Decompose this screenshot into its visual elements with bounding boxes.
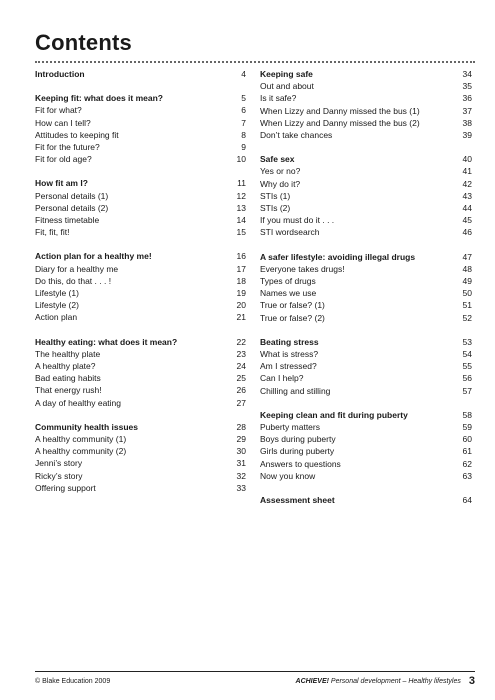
contents-right-column	[260, 68, 472, 518]
contents-entry-label: Ricky’s story	[35, 470, 83, 481]
contents-entry[interactable]	[35, 287, 246, 299]
contents-entry[interactable]	[35, 117, 246, 129]
section-heading-page-number: 64	[462, 495, 472, 506]
contents-entry-label: STIs (1)	[260, 190, 291, 201]
contents-entry[interactable]	[35, 104, 246, 116]
contents-entry-page-number: 31	[236, 458, 246, 469]
contents-entry[interactable]	[260, 165, 472, 177]
contents-entry-page-number: 18	[236, 275, 246, 286]
section-heading-page-number: 16	[236, 251, 246, 262]
contents-entry-page-number: 25	[236, 373, 246, 384]
contents-entry[interactable]	[260, 178, 472, 190]
section-heading[interactable]	[35, 421, 246, 433]
section-heading-label: How fit am I?	[35, 178, 88, 189]
contents-entry-page-number: 39	[462, 130, 472, 141]
contents-entry-page-number: 21	[236, 312, 246, 323]
section-heading[interactable]	[35, 250, 246, 262]
contents-entry-page-number: 44	[462, 203, 472, 214]
contents-entry[interactable]	[260, 92, 472, 104]
section-heading-label: Beating stress	[260, 336, 319, 347]
contents-entry-page-number: 14	[236, 215, 246, 226]
contents-entry-page-number: 59	[462, 422, 472, 433]
contents-entry-label: Offering support	[35, 482, 96, 493]
contents-entry-label: That energy rush!	[35, 385, 102, 396]
contents-entry-page-number: 49	[462, 276, 472, 287]
page-number: 3	[468, 675, 475, 687]
contents-entry-label: True or false? (1)	[260, 300, 325, 311]
contents-entry-label: Lifestyle (1)	[35, 288, 79, 299]
contents-entry-label: When Lizzy and Danny missed the bus (2)	[260, 117, 420, 128]
contents-entry-label: STIs (2)	[260, 203, 291, 214]
contents-entry[interactable]	[260, 80, 472, 92]
section-heading[interactable]	[260, 68, 472, 80]
page-footer	[35, 675, 475, 687]
contents-entry-label: True or false? (2)	[260, 312, 325, 323]
contents-entry[interactable]	[260, 372, 472, 384]
contents-section	[35, 177, 246, 238]
contents-entry-label: If you must do it . . .	[260, 215, 335, 226]
contents-entry[interactable]	[35, 445, 246, 457]
section-heading-page-number: 40	[462, 154, 472, 165]
contents-entry-page-number: 50	[462, 288, 472, 299]
contents-entry[interactable]	[260, 360, 472, 372]
contents-entry[interactable]	[260, 421, 472, 433]
contents-entry-page-number: 46	[462, 227, 472, 238]
contents-entry-page-number: 23	[236, 348, 246, 359]
contents-entry-label: Am I stressed?	[260, 361, 317, 372]
contents-left-column	[35, 68, 246, 506]
page-title: Contents	[35, 30, 132, 55]
section-heading-page-number: 11	[237, 178, 246, 189]
contents-entry-page-number: 36	[462, 93, 472, 104]
section-heading-label: Assessment sheet	[260, 495, 335, 506]
section-heading-label: Action plan for a healthy me!	[35, 251, 152, 262]
contents-entry-page-number: 35	[462, 81, 472, 92]
contents-entry-label: Types of drugs	[260, 276, 316, 287]
contents-entry-label: Personal details (2)	[35, 202, 109, 213]
section-heading[interactable]	[35, 92, 246, 104]
contents-entry[interactable]	[35, 141, 246, 153]
contents-entry[interactable]	[35, 129, 246, 141]
contents-entry[interactable]	[260, 287, 472, 299]
contents-entry[interactable]	[35, 397, 246, 409]
contents-entry[interactable]	[35, 214, 246, 226]
section-heading-label: Healthy eating: what does it mean?	[35, 336, 178, 347]
contents-entry[interactable]	[260, 312, 472, 324]
contents-entry[interactable]	[260, 214, 472, 226]
contents-entry-label: Why do it?	[260, 178, 301, 189]
contents-entry-label: A healthy plate?	[35, 361, 96, 372]
contents-entry-label: A healthy community (2)	[35, 446, 127, 457]
contents-entry-page-number: 15	[236, 227, 246, 238]
contents-entry[interactable]	[35, 470, 246, 482]
section-heading-page-number: 47	[462, 251, 472, 262]
contents-entry[interactable]	[260, 458, 472, 470]
contents-entry-page-number: 13	[236, 202, 246, 213]
contents-entry[interactable]	[260, 275, 472, 287]
contents-entry[interactable]	[260, 433, 472, 445]
contents-entry-label: Answers to questions	[260, 458, 341, 469]
section-heading-page-number: 5	[241, 93, 246, 104]
contents-entry-label: Bad eating habits	[35, 373, 101, 384]
section-heading-label: Keeping clean and fit during puberty	[260, 409, 408, 420]
contents-entry[interactable]	[35, 153, 246, 165]
contents-entry[interactable]	[35, 190, 246, 202]
section-heading[interactable]	[260, 409, 472, 421]
contents-entry[interactable]	[260, 263, 472, 275]
section-heading-page-number: 58	[462, 409, 472, 420]
contents-entry-page-number: 52	[462, 312, 472, 323]
section-heading[interactable]	[35, 68, 246, 80]
contents-entry-label: Girls during puberty	[260, 446, 335, 457]
contents-entry-label: Lifestyle (2)	[35, 300, 79, 311]
contents-entry-page-number: 6	[241, 105, 246, 116]
contents-entry[interactable]	[260, 470, 472, 482]
contents-entry-page-number: 19	[236, 288, 246, 299]
contents-entry-page-number: 56	[462, 373, 472, 384]
copyright-text: © Blake Education 2009	[35, 677, 111, 685]
contents-entry-page-number: 41	[462, 166, 472, 177]
contents-entry[interactable]	[35, 299, 246, 311]
contents-section	[260, 153, 472, 238]
contents-section	[260, 409, 472, 482]
contents-entry-page-number: 12	[236, 190, 246, 201]
section-heading-page-number: 4	[241, 69, 246, 79]
contents-entry[interactable]	[35, 263, 246, 275]
contents-entry[interactable]	[260, 385, 472, 397]
section-heading-label: A safer lifestyle: avoiding illegal drugs	[260, 251, 416, 262]
section-heading-label: Safe sex	[260, 154, 295, 165]
contents-entry[interactable]	[260, 117, 472, 129]
contents-entry[interactable]	[35, 360, 246, 372]
contents-entry-label: Yes or no?	[260, 166, 301, 177]
footer-rule	[35, 671, 475, 672]
contents-entry-page-number: 24	[236, 361, 246, 372]
contents-entry-page-number: 60	[462, 434, 472, 445]
contents-entry-page-number: 33	[236, 482, 246, 493]
contents-entry-label: When Lizzy and Danny missed the bus (1)	[260, 105, 420, 116]
contents-entry-page-number: 62	[462, 458, 472, 469]
contents-entry-page-number: 57	[462, 385, 472, 396]
contents-entry-label: Puberty matters	[260, 422, 320, 433]
contents-entry-label: Attitudes to keeping fit	[35, 129, 119, 140]
contents-entry[interactable]	[260, 226, 472, 238]
contents-entry-page-number: 38	[462, 117, 472, 128]
section-heading[interactable]	[35, 336, 246, 348]
contents-entry-label: Action plan	[35, 312, 78, 323]
contents-section	[35, 250, 246, 323]
contents-entry-page-number: 30	[236, 446, 246, 457]
contents-entry-page-number: 8	[241, 129, 246, 140]
contents-entry-page-number: 27	[236, 397, 246, 408]
contents-entry[interactable]	[260, 190, 472, 202]
contents-entry-page-number: 61	[462, 446, 472, 457]
contents-entry-label: Don’t take chances	[260, 130, 333, 141]
contents-entry[interactable]	[35, 275, 246, 287]
section-heading-label: Community health issues	[35, 421, 138, 432]
contents-entry-label: Can I help?	[260, 373, 304, 384]
contents-entry-label: Chilling and stilling	[260, 385, 331, 396]
contents-entry-label: The healthy plate	[35, 348, 101, 359]
contents-section	[35, 92, 246, 165]
contents-entry-label: Now you know	[260, 470, 316, 481]
contents-entry-page-number: 48	[462, 263, 472, 274]
contents-entry[interactable]	[35, 384, 246, 396]
contents-section	[35, 336, 246, 409]
contents-entry[interactable]	[35, 202, 246, 214]
contents-entry[interactable]	[35, 311, 246, 323]
contents-entry-label: Boys during puberty	[260, 434, 336, 445]
contents-entry[interactable]	[260, 129, 472, 141]
contents-entry-page-number: 42	[462, 178, 472, 189]
section-heading-label: Keeping safe	[260, 69, 313, 79]
contents-entry[interactable]	[260, 348, 472, 360]
contents-entry-page-number: 20	[236, 300, 246, 311]
section-heading-page-number: 28	[236, 421, 246, 432]
contents-section	[260, 336, 472, 397]
contents-entry-page-number: 37	[462, 105, 472, 116]
contents-entry[interactable]	[35, 372, 246, 384]
contents-entry-label: Personal details (1)	[35, 190, 109, 201]
contents-entry[interactable]	[35, 457, 246, 469]
contents-entry-page-number: 54	[462, 349, 472, 360]
contents-entry[interactable]	[35, 226, 246, 238]
series-title	[296, 678, 461, 685]
contents-entry[interactable]	[35, 348, 246, 360]
contents-entry-page-number: 29	[236, 434, 246, 445]
section-heading-label: Introduction	[35, 69, 85, 79]
contents-entry[interactable]	[35, 433, 246, 445]
contents-entry-label: Fit for what?	[35, 105, 82, 116]
contents-entry-page-number: 10	[236, 154, 246, 165]
contents-entry-page-number: 17	[236, 263, 246, 274]
series-title-bold: ACHIEVE!	[295, 677, 329, 685]
contents-section	[35, 68, 246, 80]
contents-entry[interactable]	[260, 299, 472, 311]
contents-entry-label: STI wordsearch	[260, 227, 320, 238]
contents-entry-label: Fit for old age?	[35, 154, 92, 165]
contents-entry-label: Diary for a healthy me	[35, 263, 119, 274]
contents-entry[interactable]	[260, 445, 472, 457]
contents-entry-label: How can I tell?	[35, 117, 91, 128]
contents-entry-page-number: 26	[236, 385, 246, 396]
contents-entry-page-number: 7	[241, 117, 246, 128]
contents-entry-page-number: 55	[462, 361, 472, 372]
contents-entry-page-number: 45	[462, 215, 472, 226]
series-title-rest: Personal development – Healthy lifestyles	[328, 677, 461, 685]
section-heading-page-number: 53	[462, 336, 472, 347]
contents-entry-label: Everyone takes drugs!	[260, 263, 345, 274]
contents-section	[35, 421, 246, 494]
contents-entry-label: A healthy community (1)	[35, 434, 127, 445]
section-heading-page-number: 34	[462, 69, 472, 79]
contents-entry-page-number: 9	[241, 142, 246, 153]
section-heading-page-number: 22	[236, 336, 246, 347]
contents-entry-label: Out and about	[260, 81, 314, 92]
contents-entry-label: Names we use	[260, 288, 317, 299]
contents-entry-label: Fit, fit, fit!	[35, 227, 70, 238]
contents-entry-label: Do this, do that . . . !	[35, 275, 112, 286]
section-heading-label: Keeping fit: what does it mean?	[35, 93, 163, 104]
contents-entry-label: Fit for the future?	[35, 142, 100, 153]
contents-entry-label: Jenni’s story	[35, 458, 83, 469]
contents-entry[interactable]	[260, 105, 472, 117]
contents-section	[260, 68, 472, 141]
contents-entry[interactable]	[260, 202, 472, 214]
section-heading[interactable]	[260, 494, 472, 506]
section-heading[interactable]	[260, 336, 472, 348]
contents-section	[260, 251, 472, 324]
contents-entry-label: What is stress?	[260, 349, 319, 360]
contents-entry-page-number: 51	[462, 300, 472, 311]
title-dotted-rule	[35, 61, 475, 63]
section-heading[interactable]	[35, 177, 246, 189]
contents-entry-label: Fitness timetable	[35, 215, 100, 226]
contents-section	[260, 494, 472, 506]
contents-entry[interactable]	[35, 482, 246, 494]
contents-entry-label: Is it safe?	[260, 93, 297, 104]
contents-entry-page-number: 32	[236, 470, 246, 481]
section-heading[interactable]	[260, 153, 472, 165]
contents-entry-label: A day of healthy eating	[35, 397, 122, 408]
contents-entry-page-number: 43	[462, 190, 472, 201]
section-heading[interactable]	[260, 251, 472, 263]
contents-entry-page-number: 63	[462, 470, 472, 481]
